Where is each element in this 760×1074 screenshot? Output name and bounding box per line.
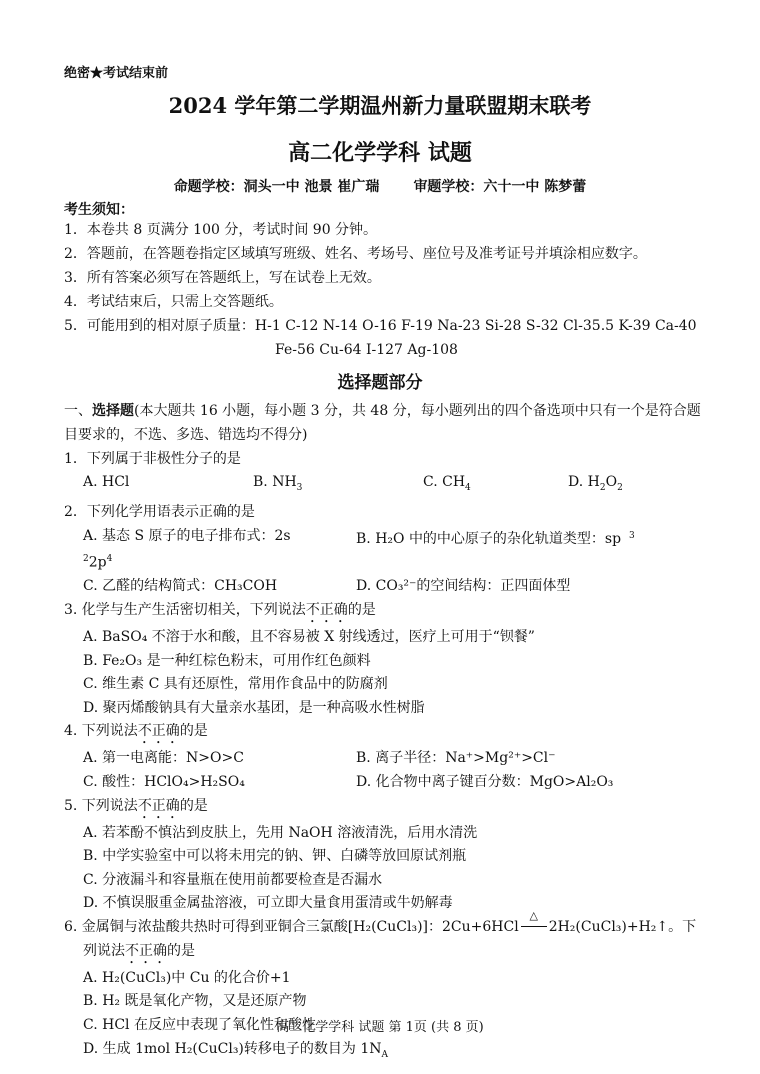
authors-left: 命题学校：洞头一中 池景 崔广瑞 (173, 179, 380, 195)
option-d: D. CO₃²⁻的空间结构：正四面体型 (356, 578, 571, 595)
option-a: A. BaSO₄ 不溶于水和酸，且不容易被 X 射线透过，医疗上可用于“钡餐” (83, 629, 535, 646)
option-a: A. 第一电离能：N>O>C (83, 750, 244, 767)
question-4-stem: 4. 下列说法不正确的是 (64, 723, 208, 740)
question-2-stem: 2．下列化学用语表示正确的是 (64, 503, 255, 520)
notice-list (64, 218, 704, 362)
questions (64, 400, 704, 1067)
option-c: C. 酸性：HClO₄>H₂SO₄ (83, 773, 245, 790)
question-2-options-row2 (64, 575, 704, 599)
option-d: D. $H_2O_2$ (568, 474, 623, 494)
option-a: A. 基态 S 原子的电子排布式：$2s^22p^4$ (83, 527, 291, 571)
question-1-stem: 1．下列属于非极性分子的是 (64, 450, 241, 467)
option-b: B. Fe₂O₃ 是一种红棕色粉末，可用作红色颜料 (83, 652, 371, 669)
option-d: D. 化合物中离子键百分数：MgO>Al₂O₃ (356, 773, 614, 790)
notice-item: 4．考试结束后，只需上交答题纸。 (64, 294, 283, 310)
option-c: C. HCl 在反应中表现了氧化性和酸性 (83, 1016, 316, 1033)
heat-arrow-icon: △ (519, 916, 549, 940)
authors-line (0, 176, 760, 196)
question-5-stem: 5. 下列说法不正确的是 (64, 797, 208, 814)
option-a: A. 若苯酚不慎沾到皮肤上，先用 NaOH 溶液清洗，后用水清洗 (83, 824, 478, 841)
option-d: D. 生成 1mol H₂(CuCl₃)转移电子的数目为 $1N_A$ (83, 1040, 388, 1060)
question-3-stem: 3. 化学与生产生活密切相关，下列说法不正确的是 (64, 602, 376, 619)
option-b: B. 离子半径：Na⁺>Mg²⁺>Cl⁻ (356, 750, 556, 767)
option-d: D. 不慎误服重金属盐溶液，可立即大量食用蛋清或牛奶解毒 (83, 895, 453, 912)
notice-heading: 考生须知： (64, 202, 134, 218)
exam-subtitle: 高二化学学科 试题 (288, 140, 472, 166)
notice-item: 5．可能用到的相对原子质量：H-1 C-12 N-14 O-16 F-19 Na-23 Si-28 S-32 Cl-35.5 K-39 Ca-40 (64, 318, 697, 334)
option-c: C. 分液漏斗和容量瓶在使用前都要检查是否漏水 (83, 871, 383, 888)
notice-item-continuation: Fe-56 Cu-64 I-127 Ag-108 (275, 342, 458, 358)
option-b: B. H₂ 既是氧化产物，又是还原产物 (83, 993, 307, 1010)
option-b: B. H₂O 中的中心原子的杂化轨道类型：sp $^3$ (356, 530, 635, 548)
option-c: C. $CH_4$ (423, 474, 471, 494)
question-2-options-row1 (64, 525, 704, 576)
confidential-label: 绝密★考试结束前 (64, 66, 169, 81)
notice-item: 3．所有答案必须写在答题纸上，写在试卷上无效。 (64, 270, 381, 286)
question-4-options-row1 (64, 747, 704, 771)
question-4-options-row2 (64, 771, 704, 795)
option-d: D. 聚丙烯酸钠具有大量亲水基团，是一种高吸水性树脂 (83, 699, 425, 716)
exam-title: 2024 学年第二学期温州新力量联盟期末联考 (168, 93, 592, 118)
question-6-stem: 6. 金属铜与浓盐酸共热时可得到亚铜合三氯酸[H₂(CuCl₃)]：2Cu+6HCl △ 2H₂(CuCl₃)+H₂↑。下 (64, 916, 704, 940)
option-c: C. 维生素 C 具有还原性，常用作食品中的防腐剂 (83, 676, 388, 693)
section-title: 选择题部分 (337, 373, 423, 393)
option-a: A. H₂(CuCl₃)中 Cu 的化合价+1 (83, 969, 291, 986)
option-a: A. HCl (83, 474, 130, 491)
option-b: B. $NH_3$ (253, 474, 303, 494)
section-intro: 一、选择题(本大题共 16 小题，每小题 3 分，共 48 分，每小题列出的四个备选项中只有一个是符合题目要求的，不选、多选、错选均不得分) (64, 403, 701, 443)
question-1-options (64, 471, 704, 500)
option-c: C. 乙醛的结构简式：CH₃COH (83, 578, 278, 595)
page-footer: 高二化学学科 试题 第 1页 (共 8 页) (276, 1020, 484, 1035)
question-6-stem-cont: 列说法不正确的是 (83, 942, 195, 959)
option-b: B. 中学实验室中可以将未用完的钠、钾、白磷等放回原试剂瓶 (83, 848, 467, 865)
notice-item: 2．答题前，在答题卷指定区域填写班级、姓名、考场号、座位号及准考证号并填涂相应数字。 (64, 246, 647, 262)
authors-right: 审题学校：六十一中 陈梦蕾 (413, 179, 587, 195)
notice-item: 1．本卷共 8 页满分 100 分，考试时间 90 分钟。 (64, 222, 378, 238)
